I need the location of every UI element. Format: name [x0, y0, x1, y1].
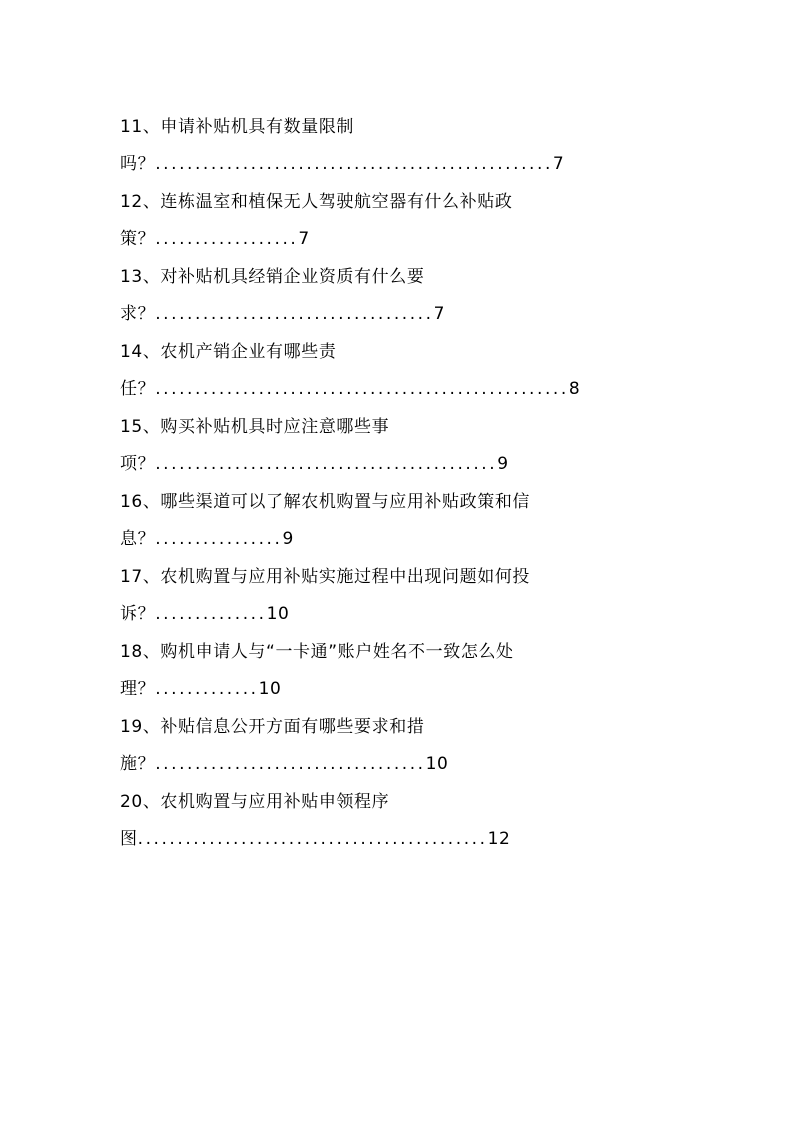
toc-page-number: 8 — [568, 379, 581, 399]
toc-page-number: 9 — [497, 454, 509, 474]
toc-page-number: 10 — [425, 754, 449, 774]
toc-entry-tail: 项？ — [120, 454, 156, 474]
toc-entry-13[interactable] — [120, 259, 720, 334]
toc-entry-title: 15、购买补贴机具时应注意哪些事 — [120, 417, 390, 437]
toc-entry-20[interactable] — [120, 784, 720, 859]
toc-entry-tail: 任？ — [120, 379, 156, 399]
toc-entry-title: 16、哪些渠道可以了解农机购置与应用补贴政策和信 — [120, 492, 531, 512]
toc-dot-leader: .................................. — [155, 754, 426, 774]
toc-page-number: 9 — [282, 529, 294, 549]
toc-dot-leader: .................................................. — [155, 154, 553, 174]
toc-entry-tail: 策？ — [120, 229, 156, 249]
toc-entry-15[interactable] — [120, 409, 720, 484]
toc-entry-tail: 施？ — [120, 754, 156, 774]
toc-entry-16[interactable] — [120, 484, 720, 559]
toc-entry-17[interactable] — [120, 559, 720, 634]
toc-page-number: 10 — [258, 679, 282, 699]
toc-entry-continuation — [120, 371, 720, 408]
toc-entry-19[interactable] — [120, 709, 720, 784]
toc-dot-leader: ................................... — [155, 304, 434, 324]
toc-entry-tail: 图 — [120, 829, 138, 849]
toc-entry-tail: 求？ — [120, 304, 156, 324]
toc-page-number: 12 — [487, 829, 511, 849]
toc-dot-leader: ................ — [155, 529, 283, 549]
toc-page-number: 7 — [552, 154, 565, 174]
toc-entry-continuation — [120, 671, 720, 708]
toc-entry-title: 17、农机购置与应用补贴实施过程中出现问题如何投 — [120, 567, 531, 587]
toc-entry-title: 18、购机申请人与“一卡通”账户姓名不一致怎么处 — [120, 642, 514, 662]
toc-entry-tail: 息？ — [120, 529, 156, 549]
toc-entry-continuation — [120, 821, 720, 858]
toc-entry-continuation — [120, 146, 720, 183]
toc-entry-continuation — [120, 296, 720, 333]
toc-dot-leader: .................. — [155, 229, 299, 249]
toc-entry-continuation — [120, 446, 720, 483]
toc-entry-continuation — [120, 521, 720, 558]
toc-entry-title: 14、农机产销企业有哪些责 — [120, 342, 337, 362]
toc-entry-title: 20、农机购置与应用补贴申领程序 — [120, 792, 390, 812]
toc-page-number: 7 — [433, 304, 446, 324]
toc-entry-18[interactable] — [120, 634, 720, 709]
toc-page-number: 10 — [266, 604, 290, 624]
toc-dot-leader: ........................................... — [155, 454, 498, 474]
toc-entry-continuation — [120, 596, 720, 633]
toc-entry-title: 13、对补贴机具经销企业资质有什么要 — [120, 267, 425, 287]
toc-entry-tail: 理？ — [120, 679, 156, 699]
toc-dot-leader: .............. — [155, 604, 267, 624]
toc-entry-11[interactable] — [120, 109, 720, 184]
toc-dot-leader: ............................................ — [137, 829, 488, 849]
toc-dot-leader: .................................................... — [155, 379, 569, 399]
toc-entry-title: 19、补贴信息公开方面有哪些要求和措 — [120, 717, 425, 737]
toc-entry-continuation — [120, 221, 720, 258]
toc-entry-continuation — [120, 746, 720, 783]
toc-page-number: 7 — [298, 229, 310, 249]
toc-entry-12[interactable] — [120, 184, 720, 259]
toc-entry-14[interactable] — [120, 334, 720, 409]
toc-entry-tail: 吗？ — [120, 154, 156, 174]
toc-dot-leader: ............. — [155, 679, 259, 699]
toc-entry-title: 11、申请补贴机具有数量限制 — [120, 117, 355, 137]
table-of-contents — [120, 109, 720, 859]
toc-entry-title: 12、连栋温室和植保无人驾驶航空器有什么补贴政 — [120, 192, 513, 212]
toc-entry-tail: 诉？ — [120, 604, 156, 624]
